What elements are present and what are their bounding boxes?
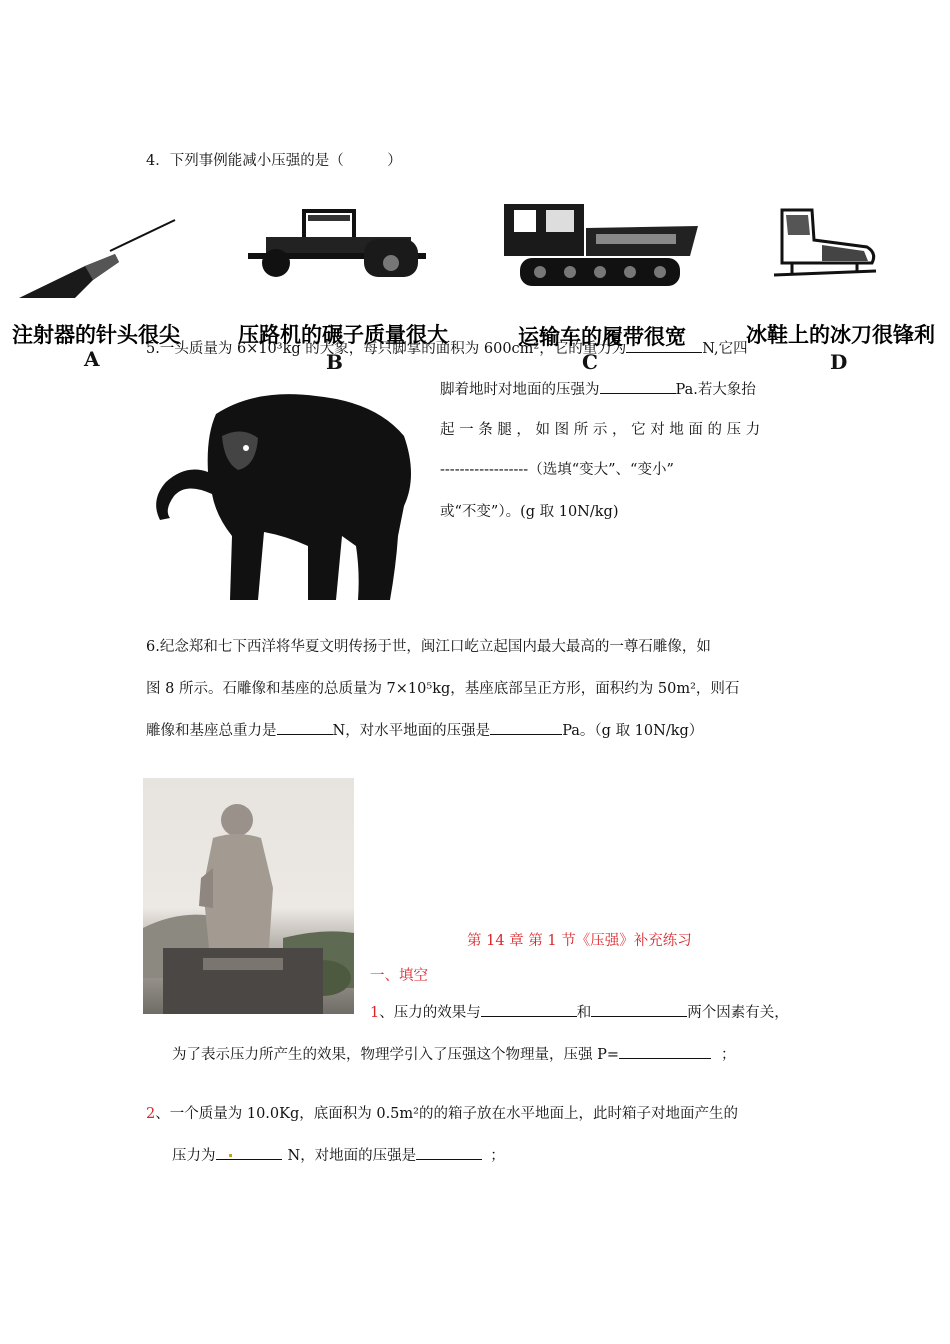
q6-line3-tail: Pa。（g 取 10N/kg） [562,723,704,739]
box-pressure-blank[interactable] [416,1145,482,1160]
section-q1-text: 、压力的效果与 [379,1005,481,1021]
section-q2-line2-tail: ； [490,1148,505,1164]
option-d-letter: D [830,350,848,374]
pressure-factor-1-blank[interactable] [481,1002,577,1017]
q6-line3-text: 雕像和基座总重力是 [146,723,277,739]
q5-pressure-change-blank[interactable]: ------------------ [440,462,529,478]
q6-pressure-blank[interactable] [490,720,562,735]
q6-line2: 图 8 所示。石雕像和基座的总质量为 7×10⁵kg，基座底部呈正方形，面积约为 50m²，则石 [146,681,740,697]
section-q2-text: 、一个质量为 10.0Kg，底面积为 0.5m²的的箱子放在水平地面上，此时箱子对地面产生的 [155,1106,738,1122]
option-b-caption: 压路机的碾子质量很大 [238,323,448,347]
section-q1-tail: 两个因素有关， [687,1005,789,1021]
section-q2-line2-mid: N，对地面的压强是 [287,1148,417,1164]
q6-gravity-blank[interactable] [277,720,333,735]
pressure-factor-2-blank[interactable] [591,1002,687,1017]
option-c-caption: 运输车的履带很宽 [518,325,686,349]
q5-pressure-blank[interactable] [600,379,676,394]
section-title: 第 14 章 第 1 节《压强》补充练习 [467,933,692,949]
option-c-letter: C [582,350,598,374]
section-q1-line2-text: 为了表示压力所产生的效果，物理学引入了压强这个物理量，压强 P= [172,1047,620,1063]
q5-line1-tail: N,它四 [702,341,748,357]
section-q1-line1 [370,1002,789,1023]
fill-in-heading: 一、填空 [370,968,428,984]
q6-line1: 6.纪念郑和七下西洋将华夏文明传扬于世，闽江口屹立起国内最大最高的一尊石雕像，如 [146,639,711,655]
option-a-letter: A [84,347,100,371]
road-roller-icon [246,207,426,279]
section-q2-line2 [172,1145,505,1166]
option-a-caption: 注射器的针头很尖 [12,323,180,347]
option-d-caption: 冰鞋上的冰刀很锋利 [746,323,935,347]
option-b-letter: B [326,350,343,374]
dot-mark [229,1154,232,1157]
section-q2-line1 [146,1104,738,1124]
q5-line2-tail: Pa.若大象抬 [675,382,756,398]
q5-line4-text: （选填“变大”、“变小” [528,462,674,478]
section-q1-number: 1 [370,1005,380,1021]
q5-line4 [440,460,674,480]
section-q1-and: 和 [576,1005,592,1021]
q6-line3 [146,720,703,741]
pressure-formula-blank[interactable] [619,1044,711,1059]
ice-skate-icon [772,205,882,285]
q4-stem: 4．下列事例能减小压强的是（ ） [146,153,402,169]
section-q1-line2-tail: ； [721,1047,736,1063]
q5-line3: 起 一 条 腿 ， 如 图 所 示 ， 它 对 地 面 的 压 力 [440,422,761,438]
section-q2-number: 2 [146,1106,156,1122]
zheng-he-statue-photo [143,778,354,1014]
elephant-image [146,386,418,608]
box-pressure-force-blank[interactable] [216,1145,282,1160]
section-q1-line2 [172,1044,736,1065]
q5-line2 [440,379,756,400]
q5-line2-text: 脚着地时对地面的压强为 [440,382,600,398]
section-q2-line2-text: 压力为 [172,1148,216,1164]
q5-weight-blank[interactable] [626,338,702,353]
q6-line3-mid: N，对水平地面的压强是 [332,723,491,739]
q5-line1-text: 5.一头质量为 6×10³kg 的大象，每只脚掌的面积为 600cm²，它的重力为 [146,341,627,357]
q5-line5: 或“不变”）。(g 取 10N/kg) [440,504,619,520]
tracked-carrier-icon [500,198,700,293]
q5-line1 [146,338,748,359]
syringe-needle-icon [15,218,180,303]
